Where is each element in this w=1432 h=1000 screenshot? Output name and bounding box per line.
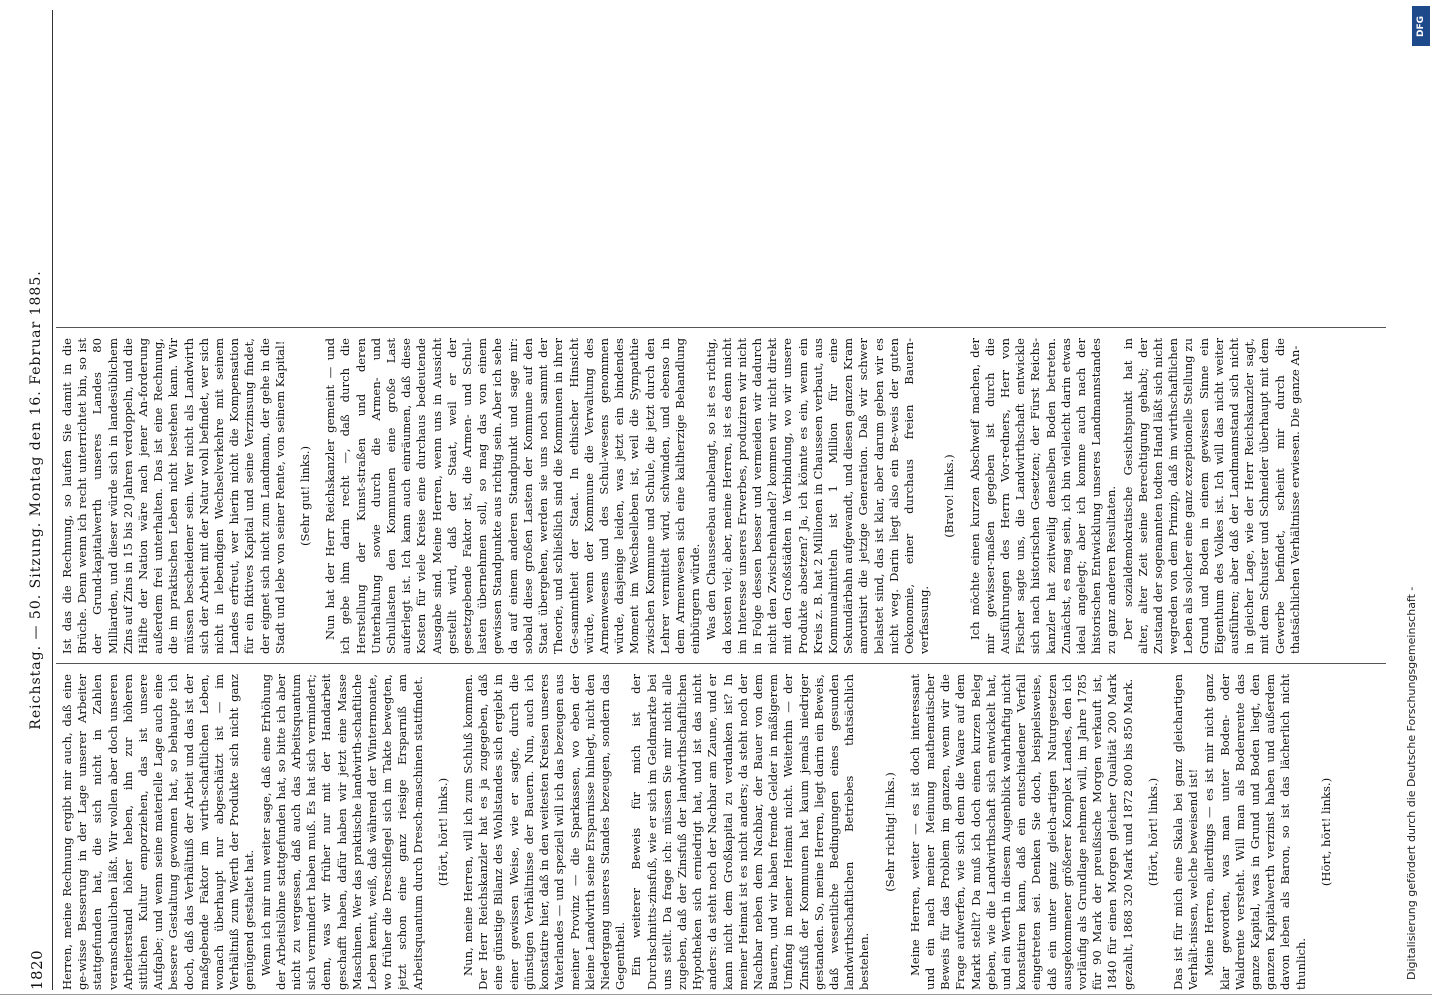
paragraph: Was den Chausseebau anbelangt, so ist es richtig, da kosten viel; aber, meine Herren, ist es denn nicht im Interesse unseres Erwerbes, produziren wir nicht in Folge dessen besser und vermeiden wir dadurch nicht den Zwischenhandel? kommen wir nicht direkt mit den Großstädten in Verbindung, wo wir unsere Produkte absetzen? Ja, ich könnte es ein, wenn ein Kreis z. B. hat 2 Millionen in Chausseen verbaut, aus Kommunalmitteln ist 1 Million für eine Sekundärbahn aufgewandt, und diesen ganzen Kram amortisirt die jetzige Generation. Daß wir schwer belastet sind, das ist klar, aber darum geben wir es nicht weg. Darin liegt also ein Be-weis der guten Oekonomie, einer durchaus freien Bauern-verfassung. xyxy=(704,338,932,654)
column-rule xyxy=(56,663,1386,664)
paragraph: Ich möchte einen kurzen Abschweif machen, der mir gewisser-maßen gegeben ist durch die Ausführungen des Herrn Vor-redners, Herr von Fischer sagte uns, die Landwirthschaft entwickle sich nach historischen Gesetzen; der Fürst Reichs-kanzler hat zeitweilig denselben Boden betreten. Zunächst, es mag sein, ich bin vielleicht darin etwas ideal angelegt; aber ich komme auch nach der historischen Entwicklung unseres Landmannstandes zu ganz anderen Resultaten. xyxy=(967,338,1119,654)
paragraph: Meine Herren, allerdings — es ist mir nicht ganz klar geworden, was man unter Boden- oder Waldrente versteht. Will man als Bodenrente das ganze Kapital, was in Grund und Boden liegt, den ganzen Kapitalwerth verzinst haben und außerdem davon leben als Baron, so ist das lächerlich nicht thunlich. xyxy=(1202,674,1308,990)
digitization-note xyxy=(1405,20,1429,980)
paragraph: Der sozialdemokratische Gesichtspunkt hat in alter, alter Zeit seine Berechtigung gehabt; der Zustand der sogenannten todten Hand läßt sich nicht wegreden von dem Prinzip, daß im wirthschaftlichen Leben als solcher eine ganz exzeptionelle Stellung zu Grund und Boden in einem gewissen Sinne ein Eigenthum des Volkes ist. Ich will das nicht weiter ausführen; aber daß der Landmannstand sich nicht in gleicher Lage, wie der Herr Reichskanzler sagt, mit dem Schuster und Schneider überhaupt mit dem Gewerbe befindet, scheint mir durch die thatsächlichen Verhältnisse erwiesen. Die ganze An- xyxy=(1120,338,1302,654)
scanned-page xyxy=(26,10,1406,990)
dfg-logo: DFG xyxy=(1412,6,1430,46)
header-rule xyxy=(52,10,53,990)
interjection: (Sehr richtig! links.) xyxy=(882,772,897,892)
interjection: (Bravo! links.) xyxy=(942,454,957,538)
paragraph: Ist das die Rechnung, so laufen Sie damit in die Brüche. Denn wenn ich recht unterrichtet bin, so ist der Grund-kapitalwerth unseres Landes 80 Milliarden, und dieser würde sich in landesüblichem Zins auf Zins in 15 bis 20 Jahren verdoppeln, und die Hälfte der Nation wäre nach jener An-forderung außerdem frei unterhalten. Das ist eine Rechnung, die im praktischen Leben nicht bestehen kann. Wir müssen bescheidener sein. Wer nicht als Landwirth sich der Arbeit mit der Natur wohl befindet, wer sich nicht in lebendigen Wechselverkehre mit seinem Landes erfreut, wer hierin nicht die Kompensation für ein fiktives Kapital und seine Verzinsung findet, der eignet sich nicht zum Landmann, der gehe in die Stadt und lebe von seiner Rente, von seinem Kapital! xyxy=(60,338,287,654)
paragraph: Das ist für mich eine Skala bei ganz gleichartigen Verhält-nissen, welche beweisend ist! xyxy=(1171,674,1201,990)
paragraph: Ein weiterer Beweis für mich ist der Durchschnitts-zinsfuß, wie er sich im Geldmarkte bei uns stellt. Da frage ich: müssen Sie mir nicht alle zugeben, daß der Zinsfuß der landwirthschaftlichen Hypotheken sich erniedrigt hat, und ist das nicht anders: da steht noch der Nachbar am Zaune, und er kann nicht dem Großkapital zu verdanken ist? In meiner Heimat ist es nicht anders; da steht noch der Nachbar neben dem Nachbar, der Bauer von dem Bauern, und wir haben fremde Gelder in mäßigerem Umfang in meiner Heimat nicht. Weiterhin — der Zinsfuß der Kommunen hat kaum jemals niedriger gestanden. So, meine Herren, liegt darin ein Beweis, daß wesentliche Bedingungen eines gesunden landwirthschaftlichen Betriebes thatsächlich bestehen. xyxy=(629,674,872,990)
page-number: 1820 xyxy=(28,949,46,990)
text-column-left xyxy=(60,674,1390,990)
scan-edge xyxy=(0,994,1432,995)
paragraph: Meine Herren, weiter — es ist doch interessant und ein nach meiner Meinung mathematischer Beweis für das Problem im ganzen, wenn wir die Frage aufwerfen, wie sich denn die Waare auf dem Markt stellt? Da muß ich doch einen kurzen Beleg geben, wie die Landwirthschaft sich entwickelt hat, und ein Werth in diesem Augenblick wahrhaftig nicht konstatiren kann, daß ein entschiedener Verfall eingetreten sei. Denken Sie doch, beispielsweise, daß ein unter ganz gleich-artigen Naturgesetzen ausgekommener größerer Komplex Landes, den ich vorläufig als Grundlage nehmen will, im Jahre 1785 für 90 Mark der preußische Morgen verkauft ist, 1840 für einen Morgen gleicher Qualität 200 Mark gezahlt, 1868 320 Mark und 1872 800 bis 850 Mark. xyxy=(907,674,1135,990)
interjection: (Hört, hört! links.) xyxy=(1318,777,1333,887)
paragraph: Wenn ich mir nun weiter sage, daß eine Erhöhung der Arbeitslöhne stattgefunden hat, so bitte ich aber nicht zu vergessen, daß auch das Arbeitsquantum sich vermindert haben muß. Es hat sich vermindert; denn, was wir früher nur mit der Handarbeit geschafft haben, dafür haben wir jetzt eine Masse Maschinen. Wer das praktische landwirth-schaftliche Leben kennt, weiß, daß während der Wintermonate, wo früher die Dreschflegel sich im Takte bewegten, jetzt schon eine ganz riesige Ersparniß am Arbeitsquantum durch Dresch-maschinen stattfindet. xyxy=(258,674,425,990)
interjection: (Hört, hört! links.) xyxy=(1145,777,1160,887)
interjection: (Sehr gut! links.) xyxy=(298,446,313,546)
paragraph: Nun hat der Herr Reichskanzler gemeint — und ich gebe ihm darin recht —, daß durch die Herstellung der Kunst-straßen und deren Unterhaltung sowie durch die Armen- und Schullasten den Kommunen eine große Last auferlegt ist. Ich kann auch einräumen, daß diese Kosten für viele Kreise eine durchaus bedeutende Ausgabe sind. Meine Herren, wenn uns in Aussicht gestellt wird, daß der Staat, weil er der gesetzgebende Faktor ist, die Armen- und Schul-lasten übernehmen soll, so mag das von einem gewissen Standpunkte aus richtig sein. Aber ich sehe da auf einem anderen Standpunkt und sage mir: sobald diese großen Lasten der Kommune auf den Staat übergehen, werden sie uns noch sammt der Theorie, und schließlich sind die Kommunen in ihrer Ge-sammtheit der Staat. In ethischer Hinsicht würde, wenn der Kommune die Verwaltung des Armenwesens und des Schul-wesens genommen würde, dasjenige leiden, was jetzt ein bindendes Moment im Wechselleben ist, weil die Sympathie zwischen Kommune und Schule, die jetzt durch den Lehrer vermittelt wird, schwinden, und ebenso in dem Armenwesen sich eine kaltherzige Behandlung einbürgern würde. xyxy=(323,338,703,654)
interjection: (Hört, hört! links.) xyxy=(435,777,450,887)
paragraph: Herren, meine Rechnung ergibt mir auch, daß eine ge-wisse Besserung in der Lage unserer Arbeiter stattgefunden hat, die sich nicht in Zahlen veranschaulichen läßt. Wir wollen aber doch unseren Arbeiterstand höher heben, ihn zur höheren sittlichen Kultur emporziehen, das ist unsere Aufgabe; und wenn seine materielle Lage auch eine bessere Gestaltung gewonnen hat, so behaupte ich doch, daß das Verhältniß der Arbeit und das ist der maßgebende Faktor im wirth-schaftlichen Leben, wonach überhaupt nur abgeschätzt ist — im Verhältniß zum Werth der Produkte sich nicht ganz genügend gestaltet hat. xyxy=(60,674,257,990)
paragraph: Nun, meine Herren, will ich zum Schluß kommen. Der Herr Reichskanzler hat es ja zugegeben, daß eine günstige Bilanz des Wohlstandes sich ergiebt in einer gewissen Weise, wie er sagte, durch die günstigen Verhältnisse der Bauern. Nun, auch ich konstatire hier, daß in den weitesten Kreisen unseres Vaterlandes — und speziell will ich das bezeugen aus meiner Provinz — die Sparkassen, wo eben der kleine Landwirth seine Ersparnisse hinlegt, nicht den Niedergang unseres Standes bezeugen, sondern das Gegentheil. xyxy=(461,674,628,990)
digitization-note-text: Digitalisierung gefördert durch die Deutsche Forschungsgemeinschaft - xyxy=(1405,586,1418,980)
page-header xyxy=(26,10,52,990)
running-title: Reichstag. — 50. Sitzung. Montag den 16. Februar 1885. xyxy=(28,270,44,730)
text-column-middle xyxy=(60,338,1390,654)
column-rule xyxy=(56,327,1386,328)
